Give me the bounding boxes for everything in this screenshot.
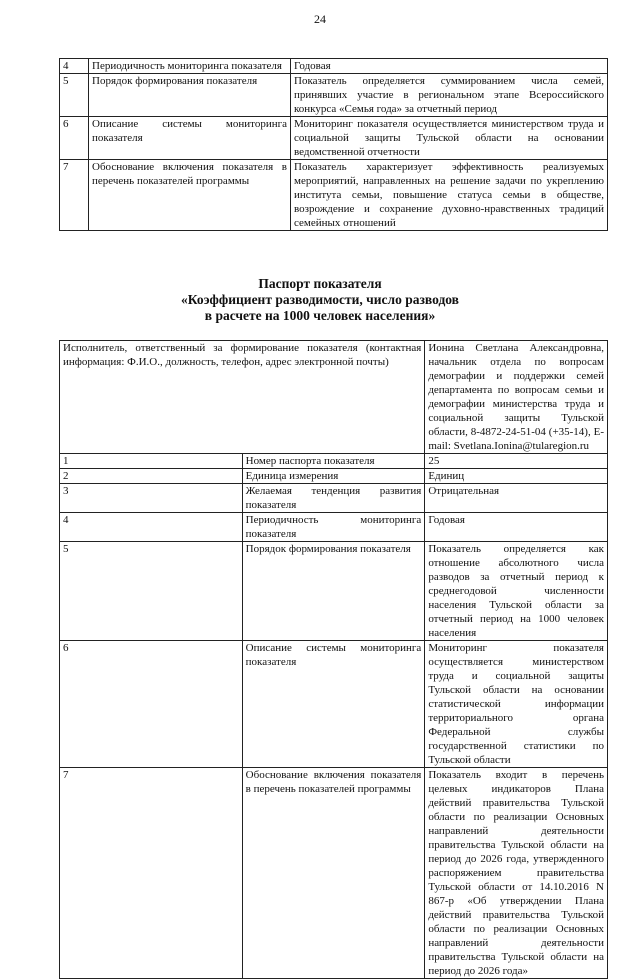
row-value: Показатель определяется как отношение абсолютного числа разводов за отчетный период к среднегодовой численности населения Тульской области за отчетный период на 1000 человек населения <box>425 542 608 641</box>
executor-label: Исполнитель, ответственный за формирование показателя (контактная информация: Ф.И.О., должность, телефон, адрес электронной почты) <box>60 341 425 454</box>
table-row <box>60 768 608 979</box>
row-label: Порядок формирования показателя <box>89 74 291 117</box>
row-number: 5 <box>60 74 89 117</box>
row-value: Отрицательная <box>425 484 608 513</box>
title-line: в расчете на 1000 человек населения» <box>204 308 436 323</box>
table-row <box>60 454 608 469</box>
row-value: Мониторинг показателя осуществляется министерством труда и социальной защиты Тульской области на основании ведомственной отчетности <box>291 117 608 160</box>
row-value: Годовая <box>291 59 608 74</box>
row-value: Показатель входит в перечень целевых индикаторов Плана действий правительства Тульской области по реализации Основных направлений деятельности правительства Тульской области на период до 2026 года, утвержденного распоряжением правительства Тульской области от 14.10.2016 N 867-р «Об утверждении Плана действий правительства Тульской области по реализации Основных направлений деятельности правительства Тульской области на период до 2026 года» <box>425 768 608 979</box>
row-value: Показатель определяется суммированием числа семей, принявших участие в региональном этапе Всероссийского конкурса «Семья года» за отчетный период <box>291 74 608 117</box>
row-number: 6 <box>60 641 243 768</box>
row-number: 4 <box>60 513 243 542</box>
passport-table <box>59 340 608 979</box>
row-label: Периодичность мониторинга показателя <box>242 513 425 542</box>
row-label: Желаемая тенденция развития показателя <box>242 484 425 513</box>
row-number: 4 <box>60 59 89 74</box>
executor-contact: Ионина Светлана Александровна, начальник отдела по вопросам демографии и поддержки семей департамента по вопросам семьи и демографии министерства труда и социальной защиты Тульской области, 8-4872-24-51-04 (+35-14), E-mail: Svetlana.Ionina@tularegion.ru <box>425 341 608 454</box>
row-number: 6 <box>60 117 89 160</box>
table-row <box>60 641 608 768</box>
table-row <box>60 74 608 117</box>
row-number: 5 <box>60 542 243 641</box>
row-number: 7 <box>60 160 89 231</box>
table-row <box>60 513 608 542</box>
table-row <box>60 117 608 160</box>
row-value: 25 <box>425 454 608 469</box>
row-number: 2 <box>60 469 243 484</box>
table-header-row <box>60 341 608 454</box>
table-row <box>60 160 608 231</box>
row-number: 3 <box>60 484 243 513</box>
row-number: 1 <box>60 454 243 469</box>
row-value: Мониторинг показателя осуществляется министерством труда и социальной защиты Тульской области на основании статистической информации территориального органа Федеральной службы государственной статистики по Тульской области <box>425 641 608 768</box>
row-label: Порядок формирования показателя <box>242 542 425 641</box>
row-value: Годовая <box>425 513 608 542</box>
table-row <box>60 484 608 513</box>
row-label: Периодичность мониторинга показателя <box>89 59 291 74</box>
passport-table-previous <box>59 58 608 231</box>
row-label: Описание системы мониторинга показателя <box>89 117 291 160</box>
row-label: Обоснование включения показателя в перечень показателей программы <box>89 160 291 231</box>
row-value: Единиц <box>425 469 608 484</box>
row-label: Единица измерения <box>242 469 425 484</box>
passport-title <box>0 276 640 324</box>
row-label: Описание системы мониторинга показателя <box>242 641 425 768</box>
row-value: Показатель характеризует эффективность реализуемых мероприятий, направленных на решение задачи по укреплению института семьи, повышение статуса семьи в обществе, возрождение и сохранение духовно-нравственных традиций семейных отношений <box>291 160 608 231</box>
title-line: Паспорт показателя <box>258 276 382 291</box>
title-line: «Коэффициент разводимости, число разводов <box>181 292 459 307</box>
table-row <box>60 59 608 74</box>
page-number: 24 <box>314 12 326 26</box>
row-label: Обоснование включения показателя в перечень показателей программы <box>242 768 425 979</box>
row-number: 7 <box>60 768 243 979</box>
table-row <box>60 542 608 641</box>
table-row <box>60 469 608 484</box>
row-label: Номер паспорта показателя <box>242 454 425 469</box>
